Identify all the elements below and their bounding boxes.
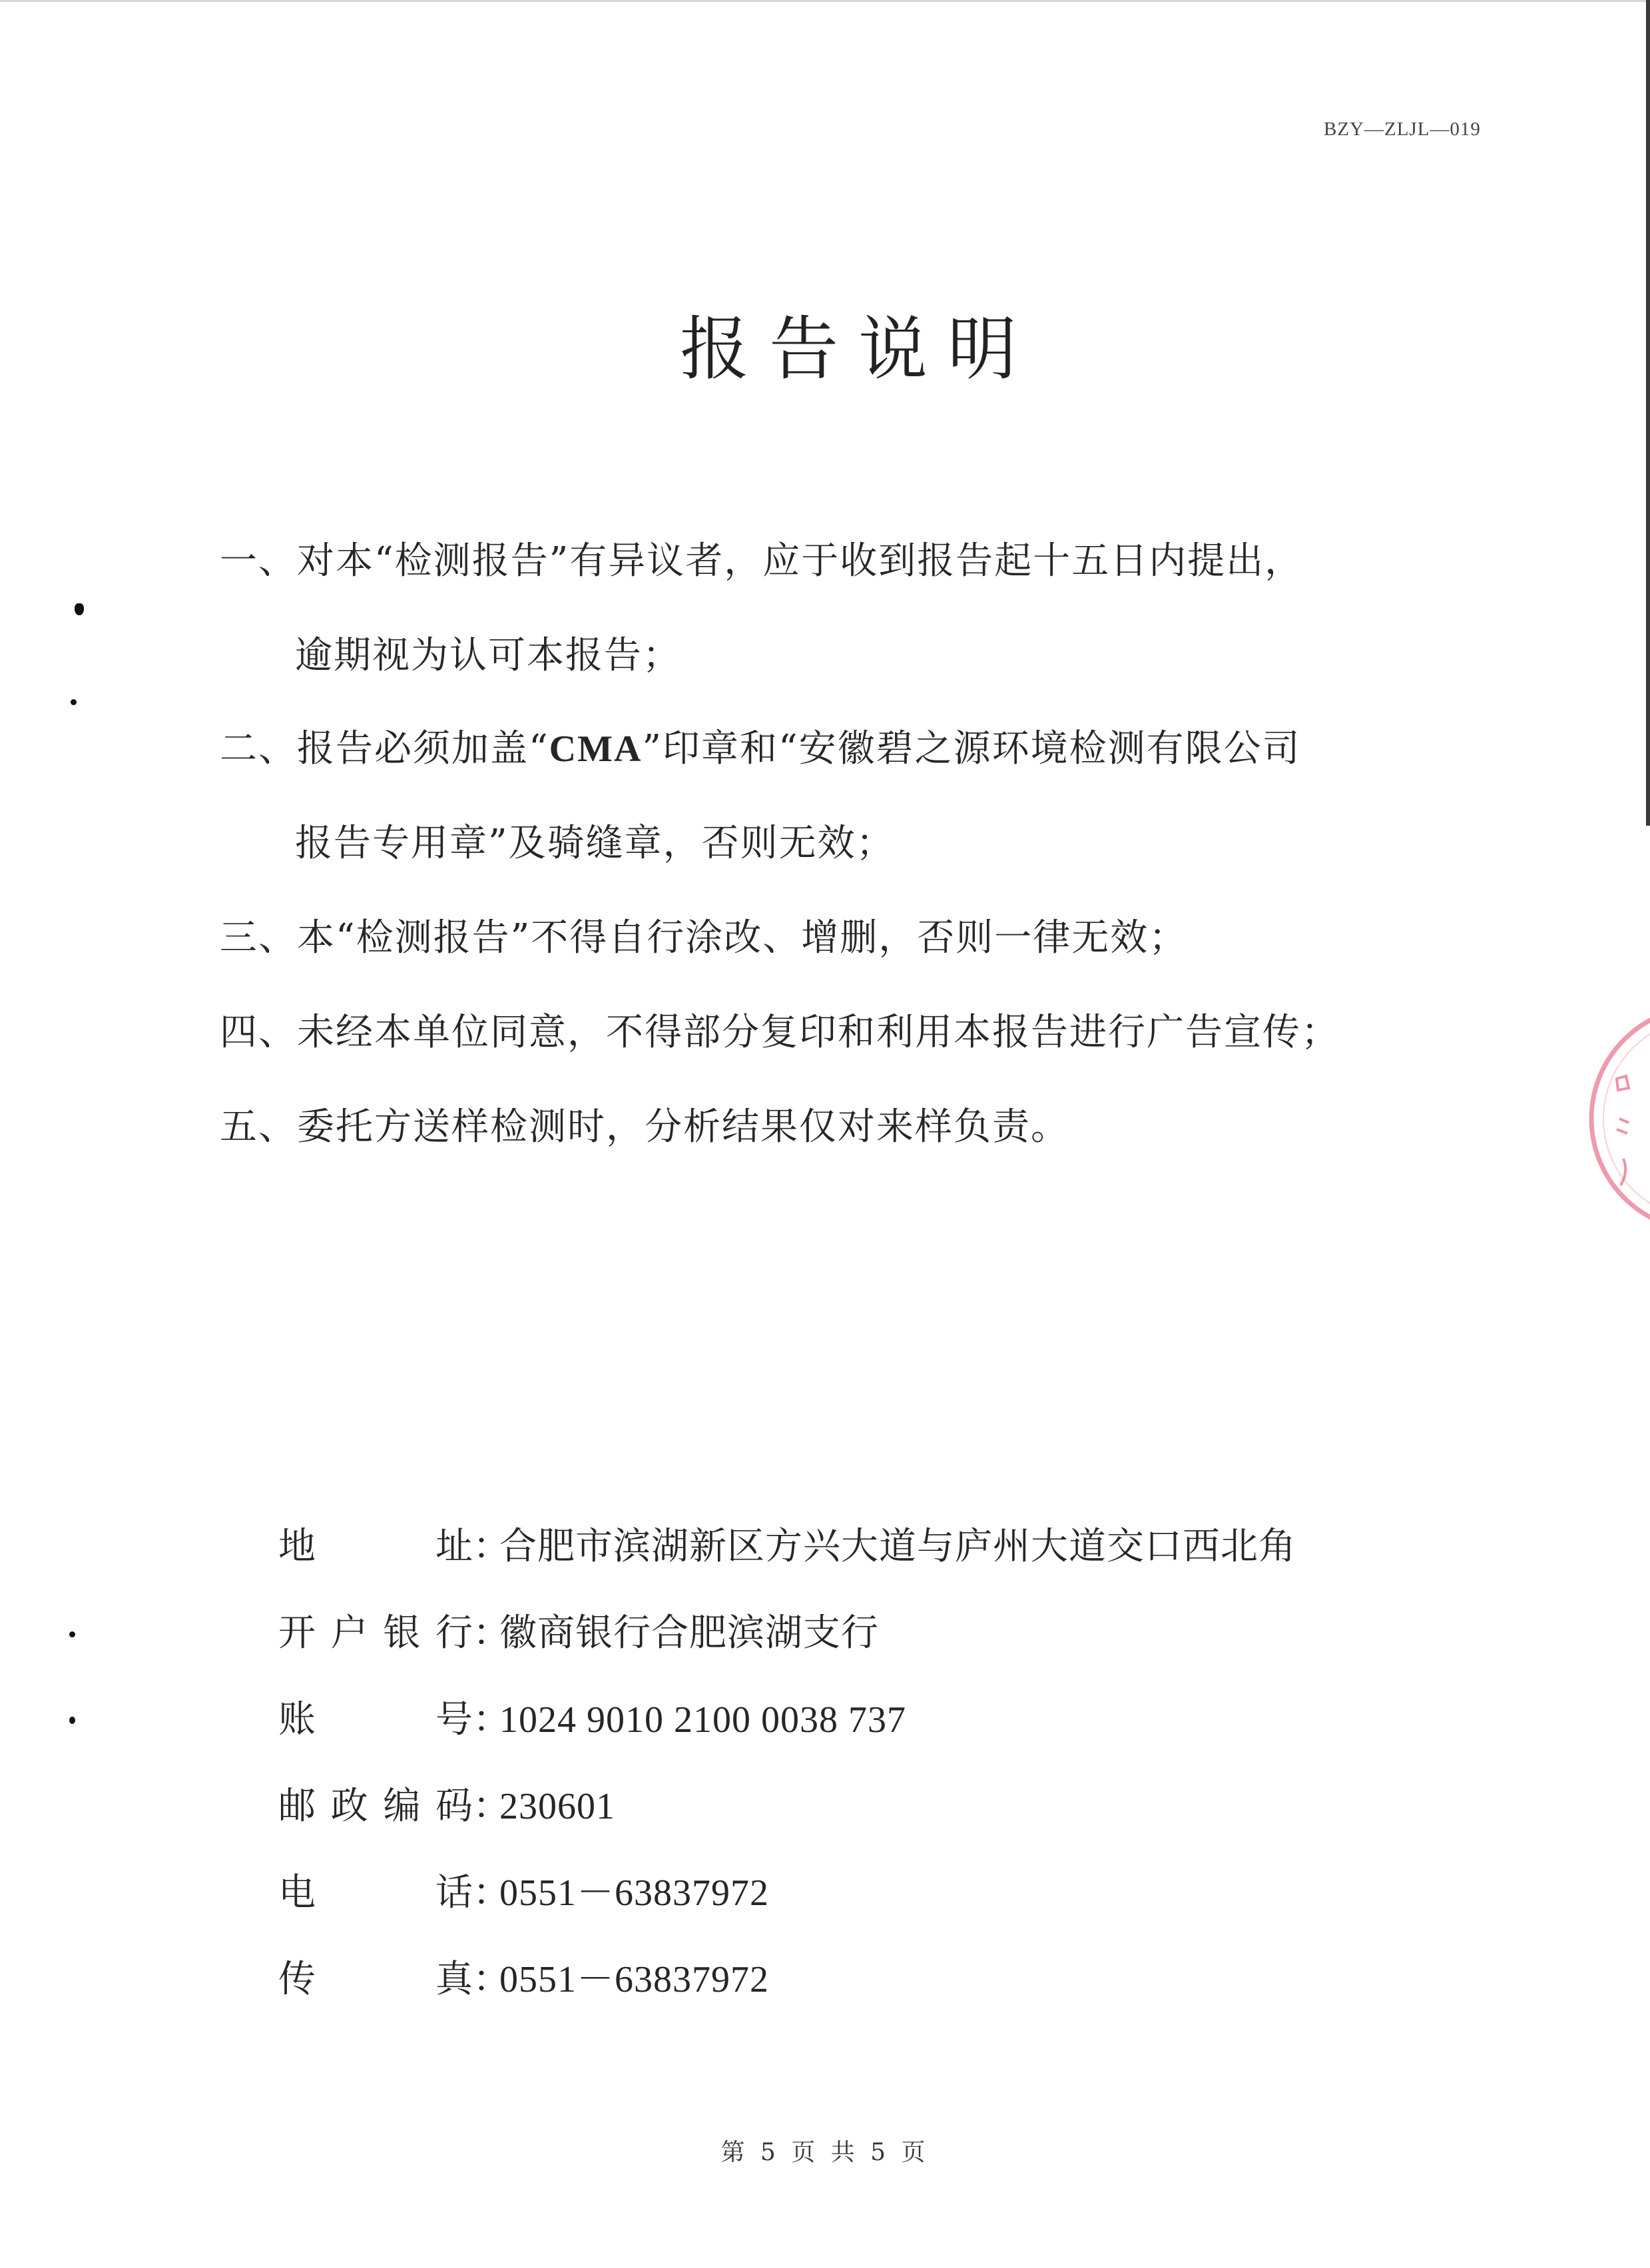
document-code: BZY—ZLJL—019 (1324, 119, 1481, 140)
page-title (0, 293, 1650, 393)
contact-bank-row (278, 1603, 879, 1657)
notice-1-line-1: 一、对本“检测报告”有异议者，应于收到报告起十五日内提出， (220, 539, 1304, 583)
contact-phone-value: 0551－63837972 (499, 1872, 769, 1914)
contact-bank-value: 徽商银行合肥滨湖支行 (499, 1611, 879, 1655)
notice-2-post: ”印章和“安徽碧之源环境检测有限公司 (642, 727, 1301, 770)
contact-fax-colon: ： (473, 1958, 510, 2001)
notice-2-pre: 二、报告必须加盖“ (220, 727, 549, 770)
contact-fax-value: 0551－63837972 (499, 1959, 769, 2000)
notice-4: 四、未经本单位同意，不得部分复印和利用本报告进行广告宣传； (220, 1011, 1340, 1054)
binding-mark-4 (69, 1717, 75, 1724)
scan-edge-right (1646, 0, 1650, 826)
binding-mark-2 (71, 699, 77, 705)
contact-postcode-row (278, 1777, 615, 1830)
binding-mark-1 (75, 603, 84, 615)
contact-address-value: 合肥市滨湖新区方兴大道与庐州大道交口西北角 (499, 1525, 1296, 1568)
contact-account-value: 1024 9010 2100 0038 737 (499, 1699, 906, 1741)
contact-fax-label: 传真 (278, 1958, 473, 2001)
notice-1-line-2: 逾期视为认可本报告； (295, 634, 681, 677)
notice-2-cma: CMA (549, 728, 643, 770)
binding-mark-3 (69, 1631, 75, 1637)
contact-phone-row (278, 1863, 769, 1916)
contact-fax-row (278, 1950, 769, 2003)
notice-3: 三、本“检测报告”不得自行涂改、增删，否则一律无效； (220, 916, 1188, 960)
contact-account-label: 账号 (278, 1698, 473, 1741)
notice-2-line-1 (220, 719, 1301, 772)
scan-edge-top (0, 0, 1650, 2)
contact-postcode-value: 230601 (499, 1786, 615, 1827)
page-number: 第 5 页 共 5 页 (720, 2139, 930, 2166)
contact-account-row (278, 1690, 906, 1743)
contact-postcode-colon: ： (473, 1785, 510, 1828)
contact-account-colon: ： (473, 1698, 510, 1741)
partial-seal-stamp (1577, 1012, 1650, 1225)
notice-5: 五、委托方送样检测时，分析结果仅对来样负责。 (220, 1105, 1069, 1149)
contact-address-row (278, 1517, 1296, 1570)
contact-bank-colon: ： (473, 1611, 510, 1655)
contact-bank-label: 开户银行 (278, 1611, 473, 1655)
contact-phone-label: 电话 (278, 1871, 473, 1914)
notice-2-line-2: 报告专用章”及骑缝章，否则无效； (295, 822, 895, 865)
contact-postcode-label: 邮政编码 (278, 1785, 473, 1828)
page-title-text: 报告说明 (679, 308, 1037, 390)
seal-stamp-icon (1577, 1012, 1650, 1225)
contact-address-label: 地址 (278, 1525, 473, 1568)
contact-address-colon: ： (473, 1525, 510, 1568)
contact-phone-colon: ： (473, 1871, 510, 1914)
